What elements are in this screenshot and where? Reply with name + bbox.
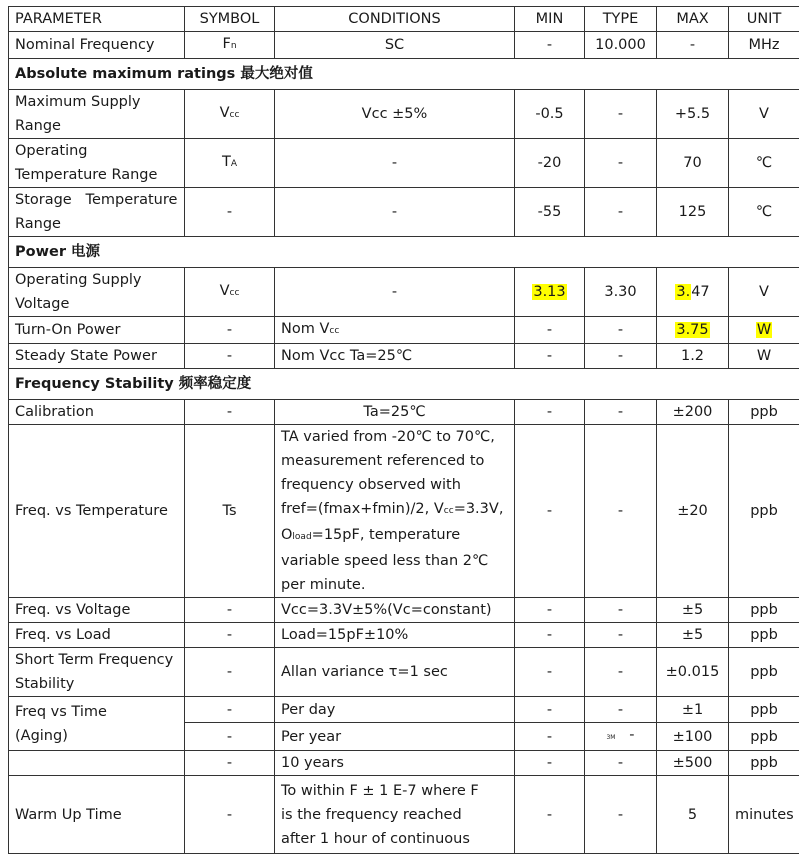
max-cell: 70 xyxy=(657,139,729,188)
highlight-mark: 3.75 xyxy=(676,322,709,338)
unit-cell: ppb xyxy=(729,751,799,776)
symbol-cell: - xyxy=(185,344,275,369)
max-cell: 1.2 xyxy=(657,344,729,369)
min-cell: - xyxy=(515,648,585,697)
min-cell: - xyxy=(515,32,585,59)
unit-cell: ppb xyxy=(729,400,799,425)
unit-cell: minutes xyxy=(729,776,799,854)
unit-cell: ppb xyxy=(729,598,799,623)
symbol-cell: Fn xyxy=(185,32,275,59)
table-row xyxy=(9,697,799,723)
table-row xyxy=(9,317,799,344)
symbol-cell: - xyxy=(185,751,275,776)
max-cell: ±0.015 xyxy=(657,648,729,697)
param-cell: Turn-On Power xyxy=(9,317,185,344)
min-cell: -0.5 xyxy=(515,90,585,139)
min-cell: - xyxy=(515,623,585,648)
conditions-cell: Ta=25℃ xyxy=(275,400,515,425)
param-cell: Warm Up Time xyxy=(9,776,185,854)
unit-cell xyxy=(729,317,799,344)
min-cell: - xyxy=(515,723,585,751)
conditions-cell: Allan variance τ=1 sec xyxy=(275,648,515,697)
type-cell: - xyxy=(585,344,657,369)
highlight-mark: 3. xyxy=(676,284,691,300)
min-cell: - xyxy=(515,400,585,425)
type-cell: - xyxy=(585,648,657,697)
param-cell: Freq. vs Voltage xyxy=(9,598,185,623)
param-cell: Steady State Power xyxy=(9,344,185,369)
symbol-cell: - xyxy=(185,317,275,344)
min-cell: - xyxy=(515,776,585,854)
min-cell: - xyxy=(515,697,585,723)
unit-cell: ppb xyxy=(729,648,799,697)
unit-cell: ℃ xyxy=(729,188,799,237)
conditions-cell: 10 years xyxy=(275,751,515,776)
section-row xyxy=(9,59,799,90)
col-header-symbol: SYMBOL xyxy=(185,7,275,32)
symbol-cell: - xyxy=(185,723,275,751)
max-cell: ±5 xyxy=(657,623,729,648)
max-cell: ±20 xyxy=(657,425,729,598)
max-cell: - xyxy=(657,32,729,59)
unit-cell: W xyxy=(729,344,799,369)
table-row xyxy=(9,90,799,139)
symbol-cell: - xyxy=(185,776,275,854)
type-cell: - xyxy=(585,188,657,237)
conditions-cell: Vcc=3.3V±5%(Vc=constant) xyxy=(275,598,515,623)
min-cell: - xyxy=(515,344,585,369)
conditions-cell: - xyxy=(275,188,515,237)
symbol-cell: - xyxy=(185,623,275,648)
type-cell: - xyxy=(585,425,657,598)
conditions-cell: TA varied from -20℃ to 70℃, measurement referenced to frequency observed with fref=(fmax+fmin)/2, Vcc=3.3V, Oload=15pF, temperature variable speed less than 2℃ per minute. xyxy=(275,425,515,598)
table-row xyxy=(9,32,799,59)
param-cell: Calibration xyxy=(9,400,185,425)
min-cell: - xyxy=(515,425,585,598)
unit-cell: MHz xyxy=(729,32,799,59)
max-cell: 3.47 xyxy=(657,268,729,317)
unit-cell: ppb xyxy=(729,623,799,648)
min-cell xyxy=(515,268,585,317)
param-cell: Freq. vs Load xyxy=(9,623,185,648)
symbol-cell: Vcc xyxy=(185,90,275,139)
table-row xyxy=(9,751,799,776)
symbol-cell: Ts xyxy=(185,425,275,598)
max-cell: 5 xyxy=(657,776,729,854)
col-header-parameter: PARAMETER xyxy=(9,7,185,32)
type-cell: - xyxy=(585,400,657,425)
unit-cell: ℃ xyxy=(729,139,799,188)
type-cell: - xyxy=(585,90,657,139)
conditions-cell: To within F ± 1 E-7 where F is the frequency reached after 1 hour of continuous xyxy=(275,776,515,854)
conditions-cell: Nom Vcc Ta=25℃ xyxy=(275,344,515,369)
table-row xyxy=(9,344,799,369)
col-header-unit: UNIT xyxy=(729,7,799,32)
conditions-cell: Load=15pF±10% xyxy=(275,623,515,648)
min-cell: - xyxy=(515,598,585,623)
param-cell: Freq. vs Temperature xyxy=(9,425,185,598)
max-cell: ±5 xyxy=(657,598,729,623)
conditions-cell: Per day xyxy=(275,697,515,723)
symbol-cell: - xyxy=(185,400,275,425)
type-cell: - xyxy=(585,139,657,188)
type-cell: - xyxy=(585,598,657,623)
min-cell: -55 xyxy=(515,188,585,237)
table-row xyxy=(9,425,799,598)
spec-table xyxy=(8,6,799,854)
section-title-power: Power 电源 xyxy=(9,237,799,268)
highlight-mark: 3.13 xyxy=(533,284,566,300)
col-header-min: MIN xyxy=(515,7,585,32)
col-header-conditions: CONDITIONS xyxy=(275,7,515,32)
conditions-cell: - xyxy=(275,139,515,188)
unit-cell: V xyxy=(729,268,799,317)
type-cell: - xyxy=(585,697,657,723)
param-cell: Nominal Frequency xyxy=(9,32,185,59)
stray-mark: 3M xyxy=(606,734,616,741)
param-cell: Maximum Supply Range xyxy=(9,90,185,139)
section-title-frequency-stability: Frequency Stability 频率稳定度 xyxy=(9,369,799,400)
highlight-mark: W xyxy=(756,322,772,338)
unit-cell: ppb xyxy=(729,425,799,598)
symbol-cell: - xyxy=(185,598,275,623)
symbol-cell: - xyxy=(185,697,275,723)
table-row xyxy=(9,648,799,697)
symbol-cell: TA xyxy=(185,139,275,188)
type-cell: - xyxy=(585,751,657,776)
section-title-absolute-max: Absolute maximum ratings 最大绝对值 xyxy=(9,59,799,90)
param-cell: Freq vs Time (Aging) xyxy=(9,697,185,751)
param-cell: Operating Supply Voltage xyxy=(9,268,185,317)
type-cell: - xyxy=(585,776,657,854)
param-cell-empty xyxy=(9,751,185,776)
symbol-cell: - xyxy=(185,188,275,237)
conditions-cell: Per year xyxy=(275,723,515,751)
conditions-cell: Vcc ±5% xyxy=(275,90,515,139)
section-row xyxy=(9,369,799,400)
param-cell: Short Term Frequency Stability xyxy=(9,648,185,697)
max-cell: ±100 xyxy=(657,723,729,751)
symbol-cell: Vcc xyxy=(185,268,275,317)
section-row xyxy=(9,237,799,268)
min-cell: -20 xyxy=(515,139,585,188)
unit-cell: V xyxy=(729,90,799,139)
type-cell: 3M - xyxy=(585,723,657,751)
symbol-cell: - xyxy=(185,648,275,697)
table-row xyxy=(9,400,799,425)
param-cell: Operating Temperature Range xyxy=(9,139,185,188)
table-row xyxy=(9,188,799,237)
type-cell: 3.30 xyxy=(585,268,657,317)
unit-cell: ppb xyxy=(729,723,799,751)
max-cell: ±1 xyxy=(657,697,729,723)
max-cell: ±200 xyxy=(657,400,729,425)
conditions-cell: - xyxy=(275,268,515,317)
max-cell: +5.5 xyxy=(657,90,729,139)
table-row xyxy=(9,776,799,854)
max-cell xyxy=(657,317,729,344)
unit-cell: ppb xyxy=(729,697,799,723)
conditions-cell: Nom Vcc xyxy=(275,317,515,344)
min-cell: - xyxy=(515,751,585,776)
table-row xyxy=(9,139,799,188)
table-row xyxy=(9,268,799,317)
conditions-cell: SC xyxy=(275,32,515,59)
type-cell: - xyxy=(585,317,657,344)
col-header-type: TYPE xyxy=(585,7,657,32)
max-cell: ±500 xyxy=(657,751,729,776)
min-cell: - xyxy=(515,317,585,344)
type-cell: - xyxy=(585,623,657,648)
param-cell: Storage Temperature Range xyxy=(9,188,185,237)
col-header-max: MAX xyxy=(657,7,729,32)
table-row xyxy=(9,623,799,648)
type-cell: 10.000 xyxy=(585,32,657,59)
table-row xyxy=(9,598,799,623)
max-cell: 125 xyxy=(657,188,729,237)
header-row xyxy=(9,7,799,32)
